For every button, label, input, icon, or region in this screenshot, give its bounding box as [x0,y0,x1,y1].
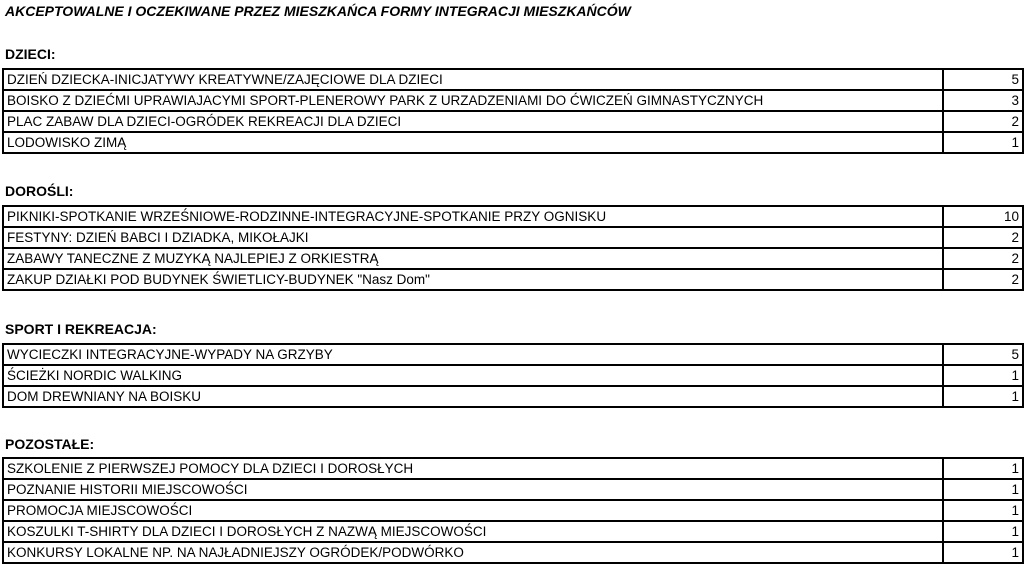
row-label: ZABAWY TANECZNE Z MUZYKĄ NAJLEPIEJ Z ORKIESTRĄ [3,248,943,269]
row-label: KOSZULKI T-SHIRTY DLA DZIECI I DOROSŁYCH Z NAZWĄ MIEJSCOWOŚCI [3,521,943,542]
table-row [3,542,1023,563]
row-count: 3 [943,90,1023,111]
row-label: WYCIECZKI INTEGRACYJNE-WYPADY NA GRZYBY [3,344,943,365]
table-row [3,69,1023,90]
row-count: 1 [943,458,1023,479]
row-count: 1 [943,386,1023,407]
table-row [3,479,1023,500]
table-sport [2,343,1024,408]
row-count: 1 [943,132,1023,153]
row-count: 1 [943,500,1023,521]
section-heading-sport: SPORT I REKREACJA: [5,321,157,337]
row-label: ŚCIEŻKI NORDIC WALKING [3,365,943,386]
table-row [3,344,1023,365]
row-count: 2 [943,248,1023,269]
table-pozostale [2,457,1024,564]
table-row [3,90,1023,111]
row-label: KONKURSY LOKALNE NP. NA NAJŁADNIEJSZY OGRÓDEK/PODWÓRKO [3,542,943,563]
row-count: 1 [943,365,1023,386]
table-row [3,227,1023,248]
table-row [3,269,1023,290]
row-label: PLAC ZABAW DLA DZIECI-OGRÓDEK REKREACJI DLA DZIECI [3,111,943,132]
section-heading-pozostale: POZOSTAŁE: [5,436,95,452]
row-label: POZNANIE HISTORII MIEJSCOWOŚCI [3,479,943,500]
section-heading-dzieci: DZIECI: [5,46,56,62]
row-label: FESTYNY: DZIEŃ BABCI I DZIADKA, MIKOŁAJKI [3,227,943,248]
row-count: 10 [943,206,1023,227]
row-label: BOISKO Z DZIEĆMI UPRAWIAJACYMI SPORT-PLENEROWY PARK Z URZADZENIAMI DO ĆWICZEŃ GIMNASTYCZNYCH [3,90,943,111]
row-label: ZAKUP DZIAŁKI POD BUDYNEK ŚWIETLICY-BUDYNEK "Nasz Dom" [3,269,943,290]
section-heading-dorosli: DOROŚLI: [5,183,74,199]
table-row [3,132,1023,153]
row-label: SZKOLENIE Z PIERWSZEJ POMOCY DLA DZIECI I DOROSŁYCH [3,458,943,479]
row-label: DOM DREWNIANY NA BOISKU [3,386,943,407]
table-row [3,248,1023,269]
row-count: 5 [943,69,1023,90]
table-row [3,206,1023,227]
row-count: 1 [943,542,1023,563]
table-row [3,521,1023,542]
row-label: PROMOCJA MIEJSCOWOŚCI [3,500,943,521]
table-row [3,111,1023,132]
row-count: 2 [943,227,1023,248]
table-dzieci [2,68,1024,154]
row-count: 2 [943,269,1023,290]
table-row [3,500,1023,521]
row-count: 1 [943,479,1023,500]
row-label: DZIEŃ DZIECKA-INICJATYWY KREATYWNE/ZAJĘCIOWE DLA DZIECI [3,69,943,90]
row-count: 1 [943,521,1023,542]
row-count: 2 [943,111,1023,132]
row-count: 5 [943,344,1023,365]
table-row [3,365,1023,386]
table-row [3,386,1023,407]
row-label: LODOWISKO ZIMĄ [3,132,943,153]
table-dorosli [2,205,1024,291]
table-row [3,458,1023,479]
row-label: PIKNIKI-SPOTKANIE WRZEŚNIOWE-RODZINNE-INTEGRACYJNE-SPOTKANIE PRZY OGNISKU [3,206,943,227]
page-title: AKCEPTOWALNE I OCZEKIWANE PRZEZ MIESZKAŃCA FORMY INTEGRACJI MIESZKAŃCÓW [5,3,631,19]
